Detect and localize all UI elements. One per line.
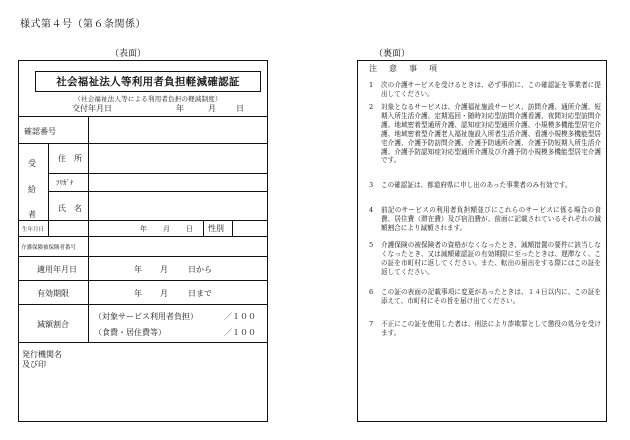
notice-item-number: 4 (369, 206, 374, 214)
applicable-year: 年 (134, 265, 142, 274)
row-line (18, 236, 268, 237)
front-caption: （表面） (110, 49, 147, 59)
applicable-from-day: 日から (188, 265, 212, 274)
valid-year: 年 (134, 289, 142, 298)
reduction-rate-label: 減額割合 (37, 320, 69, 329)
back-caption: （裏面） (374, 49, 411, 59)
address-label: 住 所 (58, 154, 82, 163)
rate-food-label: （食費・居住費等） (94, 328, 166, 337)
issue-month: 月 (208, 104, 216, 113)
row-line (18, 116, 268, 117)
notice-item (369, 81, 601, 99)
row-line (18, 304, 268, 305)
valid-period-label: 有効期限 (37, 289, 69, 298)
notice-item-number: 7 (369, 320, 374, 328)
recipient-char-1: 受 (28, 159, 36, 168)
issue-day: 日 (236, 104, 244, 113)
title-box (35, 71, 261, 92)
notice-item (369, 320, 601, 338)
col-line (203, 220, 204, 236)
notice-item-number: 1 (369, 81, 374, 89)
notice-item-number: 2 (369, 103, 374, 111)
notice-item-text: 対象となるサービスは、介護福祉施設サービス、訪問介護、通所介護、短期入所生活介護、定期巡回・随時対応型訪問介護看護、夜間対応型訪問介護、地域密着型通所介護、認知症対応型通所介護、小規模多機能型居宅介護、地域密着型介護老人福祉施設入所者生活介護、看護小規模多機能型居宅介護、介護予防訪問介護、介護予防通所介護、介護予防短期入所生活介護、介護予防認知症対応型通所介護及び介護予防小規模多機能型居宅介護です。 (381, 103, 601, 165)
row-line (18, 342, 268, 343)
birth-date-label: 生年月日 (22, 227, 45, 233)
name-label: 氏 名 (58, 204, 82, 213)
front-card (18, 60, 268, 422)
document-title: 社会福祉法人等利用者負担軽減確認証 (56, 76, 240, 88)
rate-food-value: ／１００ (224, 328, 256, 337)
valid-month: 月 (160, 289, 168, 298)
recipient-char-2: 給 (28, 185, 36, 194)
notice-item-text: この証の表面の記載事項に変更があったときは、１４日以内に、この証を添えて、市町村にその旨を届け出てください。 (381, 288, 601, 305)
birth-day: 日 (186, 225, 193, 233)
row-line (48, 173, 268, 174)
recipient-char-3: 者 (28, 210, 36, 219)
rate-service-value: ／１００ (224, 312, 256, 321)
form-label: 様式第４号（第６条関係） (20, 19, 146, 30)
col-line (88, 116, 89, 342)
issuer-label-line1: 発行機関名 (22, 350, 62, 359)
gender-label: 性別 (208, 224, 224, 233)
applicable-month: 月 (160, 265, 168, 274)
notice-item (369, 181, 601, 190)
row-line (18, 256, 268, 257)
insured-number-label: 介護保険被保険者番号 (21, 245, 77, 251)
notice-item (369, 103, 601, 165)
notice-item-number: 6 (369, 288, 374, 296)
notice-item-text: 次の介護サービスを受けるときは、必ず事前に、この確認証を事業者に提出してください。 (381, 81, 601, 98)
issue-year: 年 (176, 104, 184, 113)
notice-item (369, 288, 601, 306)
confirmation-number-label: 確認番号 (24, 127, 56, 136)
row-line (18, 220, 268, 221)
row-line (48, 191, 268, 192)
notice-item (369, 241, 601, 277)
applicable-date-label: 適用年月日 (37, 265, 77, 274)
notice-item-text: 不正にこの証を使用した者は、刑法により詐欺罪として懲役の処分を受けます。 (381, 320, 601, 337)
col-line (48, 143, 49, 236)
notice-item-text: 前記のサービスの利用者負担額並びにこれらのサービスに係る場合の食費、居住費（滞在費）及び宿泊費が、前面に記載されているそれぞれの減額割合により減額されます。 (381, 206, 601, 232)
notice-item-text: この確認証は、都道府県に申し出のあった事業者のみ有効です。 (381, 181, 572, 189)
birth-year: 年 (140, 225, 147, 233)
notice-title: 注 意 事 項 (369, 64, 439, 73)
row-line (18, 280, 268, 281)
row-line (18, 143, 268, 144)
notice-item-number: 3 (369, 181, 374, 189)
issuer-label-line2: 及び印 (22, 360, 46, 369)
rate-service-label: （対象サービス利用者負担） (94, 312, 198, 321)
issue-date-label: 交付年月日 (72, 104, 112, 113)
document-subtitle: （社会福祉法人等による利用者負担の軽減制度） (74, 95, 222, 103)
notice-item-number: 5 (369, 241, 374, 249)
col-line (232, 220, 233, 236)
notice-item (369, 206, 601, 233)
birth-month: 月 (163, 225, 170, 233)
furigana-label: ﾌﾘｶﾞﾅ (56, 179, 74, 187)
notice-item-text: 介護保険の被保険者の資格がなくなったとき、減額措置の要件に該当しなくなったとき、又は減額確認証の有効期限に至ったときは、遅滞なく、この証を市町村に返してください。また、転出の届出をする際にはこの証を返してください。 (381, 241, 601, 276)
valid-until-day: 日まで (188, 289, 212, 298)
